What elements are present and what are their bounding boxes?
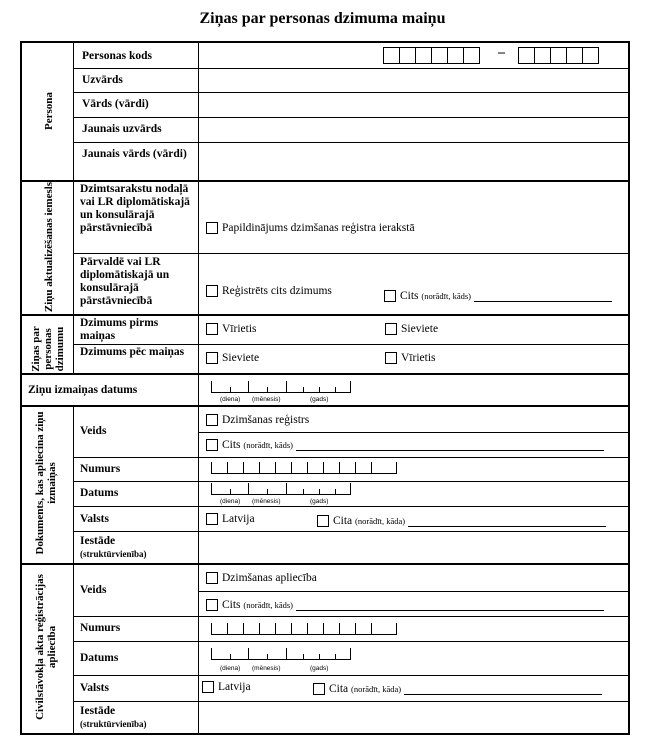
checkbox[interactable]	[206, 285, 218, 297]
label-change-date: Ziņu izmaiņas datums	[28, 384, 138, 396]
checkbox[interactable]	[206, 513, 218, 525]
page-title: Ziņas par personas dzimuma maiņu	[199, 10, 446, 27]
option-birth-register[interactable]: Dzimšanas reģistrs	[206, 414, 309, 426]
label-registry-dept: Dzimtsarakstu nodaļā vai LR diplomātiskajā un konsulārajā pārstāvniecībā	[80, 183, 190, 234]
checkbox[interactable]	[317, 515, 329, 527]
checkbox[interactable]	[385, 352, 397, 364]
label-name: Vārds (vārdi)	[82, 98, 149, 110]
label-doc-institution-sub: (struktūrvienība)	[80, 549, 147, 559]
label-civil-country: Valsts	[80, 682, 109, 694]
option-civil-other[interactable]: Cits (norādīt, kāds)	[206, 599, 604, 611]
label-new-surname: Jaunais uzvārds	[82, 123, 162, 135]
option-supplement[interactable]: Papildinājums dzimšanas reģistra ierakstā	[206, 222, 415, 234]
label-surname: Uzvārds	[82, 74, 123, 86]
option-birth-certificate[interactable]: Dzimšanas apliecība	[206, 572, 317, 584]
label-doc-date: Datums	[80, 487, 119, 499]
code-separator: –	[498, 45, 505, 60]
checkbox[interactable]	[313, 683, 325, 695]
label-doc-type: Veids	[80, 425, 107, 437]
checkbox[interactable]	[206, 352, 218, 364]
option-civil-other-country[interactable]: Cita (norādīt, kāda)	[313, 683, 602, 695]
option-before-female[interactable]: Sieviete	[385, 323, 438, 335]
label-civil-type: Veids	[80, 584, 107, 596]
checkbox[interactable]	[206, 414, 218, 426]
label-office: Pārvaldē vai LR diplomātiskajā un konsulārajā pārstāvniecībā	[80, 256, 170, 307]
checkbox[interactable]	[202, 681, 214, 693]
section-civil-certificate: Civilstāvokļa akta reģistrācijas apliecība	[34, 574, 58, 720]
checkbox[interactable]	[206, 222, 218, 234]
option-doc-other[interactable]: Cits (norādīt, kāds)	[206, 439, 604, 451]
section-gender: Ziņas par personas dzimumu	[30, 326, 66, 372]
label-doc-institution: Iestāde	[80, 535, 116, 547]
option-after-male[interactable]: Vīrietis	[385, 352, 436, 364]
checkbox[interactable]	[206, 439, 218, 451]
option-civil-latvia[interactable]: Latvija	[202, 681, 251, 693]
label-gender-before: Dzimums pirms maiņas	[80, 317, 159, 342]
checkbox[interactable]	[384, 290, 396, 302]
section-update-reason: Ziņu aktualizēšanas iemesls	[43, 181, 55, 313]
section-persona: Persona	[43, 92, 55, 130]
label-civil-date: Datums	[80, 652, 119, 664]
label-personal-code: Personas kods	[82, 50, 152, 62]
label-doc-number: Numurs	[80, 463, 121, 475]
label-new-name: Jaunais vārds (vārdi)	[82, 148, 187, 160]
form-frame: Persona Ziņu aktualizēšanas iemesls Ziņas par personas dzimumu Dokuments, kas apliecina ziņu izmaiņas Civilstāvokļa akta reģistrācijas apliecība Personas kods Uzvārds Vārds (vārdi) Jaunais uzvārds Jaunais vārds (vārdi) – Dzimtsarakstu nodaļā vai LR diplomātiskajā un konsulārajā pārstāvniecībā Pārvaldē vai LR diplomātiskajā un konsulārajā pārstāvniecībā Papildinājums dzimšanas reģistra ierakstā Reģistrēts cits dzimums Cits (norādīt, kāds) Dzimums pirms maiņas Dzimums pēc maiņas Vīrietis Sieviete Sieviete Vīrietis Ziņu izmaiņas datums (diena) (mēnesis) (gads) Veids Dzimšanas reģistrs Cits (norādīt, kāds) Numurs Datums (diena) (mēnesis) (gads) Valsts Latvija Cita (norādīt, kāda) Iestāde (struktūrvienība) Veids Dzimšanas apliecība Cits (norādīt, kāds) Numurs Datums (diena) (mēnesis) (gads) Valsts Latvija Cita (norādīt, kāda) Iestāde (struktūrvienība)	[20, 41, 630, 735]
checkbox[interactable]	[206, 572, 218, 584]
label-gender-after: Dzimums pēc maiņas	[80, 346, 185, 358]
option-registered-other[interactable]: Reģistrēts cits dzimums	[206, 285, 332, 297]
option-doc-latvia[interactable]: Latvija	[206, 513, 255, 525]
label-doc-country: Valsts	[80, 513, 109, 525]
option-after-female[interactable]: Sieviete	[206, 352, 259, 364]
section-documents: Dokuments, kas apliecina ziņu izmaiņas	[34, 411, 58, 555]
option-other-reason[interactable]: Cits (norādīt, kāds)	[384, 290, 612, 302]
option-before-male[interactable]: Vīrietis	[206, 323, 257, 335]
label-civil-number: Numurs	[80, 622, 121, 634]
checkbox[interactable]	[206, 323, 218, 335]
checkbox[interactable]	[385, 323, 397, 335]
checkbox[interactable]	[206, 599, 218, 611]
label-civil-institution-sub: (struktūrvienība)	[80, 719, 147, 729]
label-civil-institution: Iestāde	[80, 705, 116, 717]
option-doc-other-country[interactable]: Cita (norādīt, kāda)	[317, 515, 606, 527]
